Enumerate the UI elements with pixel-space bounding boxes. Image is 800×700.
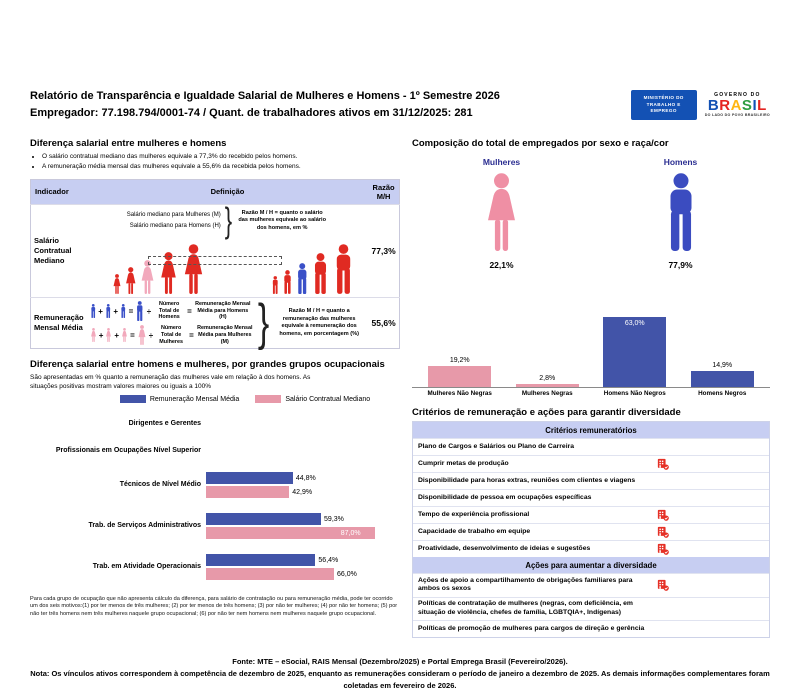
men-divisor-label: Número Total de Homens (158, 300, 180, 321)
th-indicador: Indicador (31, 179, 87, 204)
criteria-row: Cumprir metas de produção (413, 455, 769, 472)
woman-figure-icon (112, 274, 122, 294)
bullet-mean-pay: • A remuneração média mensal das mulheres equivale a 55,6% da recebida pelos homens. (42, 162, 400, 172)
bar-remuneracao (206, 472, 293, 484)
fonte-line: Fonte: MTE – eSocial, RAIS Mensal (Dezembro/2025) e Portal Emprega Brasil (Fevereiro/2026). (232, 657, 568, 667)
criteria-row: Tempo de experiência profissional (413, 506, 769, 523)
women-divisor-label: Número Total de Mulheres (159, 325, 183, 345)
men-group-figures (271, 244, 355, 294)
bar-homens-nao-negros (603, 317, 666, 387)
ratio-value: 55,6% (371, 318, 396, 329)
criteria-section (412, 407, 770, 638)
men-summary (591, 157, 770, 270)
category-label: Homens Não Negros (603, 390, 666, 398)
men-percent: 77,9% (668, 260, 693, 271)
category-label: Profissionais em Ocupações Nível Superior (55, 446, 201, 454)
chart-legend (90, 395, 400, 403)
table-row-remuneracao-media (31, 297, 400, 349)
criteria-row: Plano de Cargos e Salários ou Plano de Carreira (413, 438, 769, 455)
bar-value-label: 42,9% (292, 488, 313, 496)
criteria-group1-header: Critérios remuneratórios (413, 422, 769, 438)
women-average-formula: + + = ÷ Número Total de Mulheres = Remuneração Mensal Média para Mulheres (M) (90, 325, 254, 345)
bar-mulheres-negras (516, 384, 579, 387)
ratio-value: 77,3% (371, 245, 396, 256)
composition-category-labels (412, 390, 770, 397)
bar-value-label: 59,3% (324, 515, 344, 523)
brace: } (257, 293, 270, 351)
man-figure-icon (311, 253, 330, 294)
criteria-row: Disponibilidade de pessoa em ocupações específicas (413, 489, 769, 506)
men-average-formula: + + = ÷ Número Total de Homens = Remuneração Mensal Média para Homens (H) (90, 301, 254, 321)
man-figure-icon (271, 276, 280, 294)
report-footer (30, 656, 770, 691)
criteria-row: Políticas de contratação de mulheres (negras, com deficiência, em situação de violência, chefes de família, LGBTQIA+, Indígenas) (413, 597, 769, 621)
criteria-group2-header: Ações para aumentar a diversidade (413, 557, 769, 573)
category-label: Mulheres Não Negras (427, 390, 492, 398)
median-dashed-connector (148, 256, 282, 265)
criteria-row: Proatividade, desenvolvimento de ideias e sugestões (413, 540, 769, 557)
man-figure-icon (90, 304, 97, 318)
category-label: Trab. em Atividade Operacionais (92, 562, 201, 570)
chart-column (679, 276, 767, 387)
big-man-figure-icon (135, 301, 145, 321)
company-marker-icon (657, 509, 669, 521)
governo-brasil-logo (705, 93, 770, 118)
indicator-label: Remuneração Mensal Média (34, 313, 84, 333)
bar-value-label: 56,4% (318, 556, 339, 564)
legend-swatch-pink (255, 395, 281, 403)
occupations-subtitle: São apresentadas em % quanto a remuneração das mulheres vale em relação à dos homens. As situações positivas mostram valores maiores ou iguais a 100% (30, 374, 311, 391)
man-figure-icon (282, 270, 293, 294)
man-figure-icon (105, 304, 112, 318)
occ-row-dirigentes (30, 411, 400, 438)
nota-line: Nota: Os vínculos ativos correspondem à competência de dezembro de 2025, enquanto as remunerações consideram o período de janeiro a dezembro de 2025. As demais informações complementares foram coletadas em fevereiro de 2026. (30, 669, 770, 690)
razao-note: Razão M / H = quanto o salário das mulheres equivale ao salário dos homens, em % (238, 209, 326, 231)
occ-row-atividade-operacionais (30, 547, 400, 588)
composition-bar-chart (412, 276, 770, 388)
bar-remuneracao (206, 513, 321, 525)
occupations-footnote: Para cada grupo de ocupação que não apresenta cálculo da diferença, para salário de contratação ou para remuneração média, pode ter ocorrido um dos seis motivos:(1) por ter menos de três mulheres; (2) por ter menos de três homens; (3) por não ter mulheres; (4) por não ter homens; (5) por não ter três homens nem três mulheres naquele grupo ocupacional; (6) por não ter nem homens nem mulheres naquele grupo ocupacional. (30, 595, 398, 618)
bar-value-label: 14,9% (712, 361, 733, 369)
company-marker-icon (657, 526, 669, 538)
category-label: Trab. de Serviços Administrativos (88, 521, 201, 529)
women-result-label: Remuneração Mensal Média para Mulheres (M) (197, 325, 253, 345)
occ-row-tecnicos (30, 465, 400, 506)
chart-column (416, 276, 504, 387)
criteria-row: Disponibilidade para horas extras, reuniões com clientes e viagens (413, 472, 769, 489)
women-percent: 22,1% (489, 260, 514, 271)
label-salario-homens: Salário mediano para Homens (H) (129, 223, 221, 230)
women-summary (412, 157, 591, 270)
occ-row-servicos-administrativos (30, 506, 400, 547)
logos (631, 90, 770, 120)
composition-people (412, 157, 770, 270)
big-woman-figure-icon (137, 325, 147, 345)
occ-row-profissionais (30, 438, 400, 465)
median-comparison-figure (90, 240, 365, 294)
man-figure-icon (120, 304, 127, 318)
bar-value-label: 19,2% (449, 356, 470, 364)
woman-icon (482, 173, 521, 251)
th-definicao: Definição (87, 179, 368, 204)
company-marker-icon (657, 543, 669, 555)
bar-salario (206, 568, 334, 580)
median-woman-figure-icon (139, 260, 156, 294)
th-razao: Razão M/H (368, 179, 399, 204)
bar-remuneracao (206, 554, 315, 566)
company-marker-icon (657, 458, 669, 470)
brasil-tagline: DO LADO DO POVO BRASILEIRO (704, 112, 770, 117)
category-label: Dirigentes e Gerentes (128, 419, 201, 427)
woman-figure-icon (105, 328, 112, 342)
indicator-label: Salário Contratual Mediano (34, 236, 72, 265)
legend-label-remuneracao: Remuneração Mensal Média (149, 395, 240, 403)
company-marker-icon (657, 579, 669, 591)
report-header (30, 88, 770, 122)
mte-logo: MINISTÉRIO DO TRABALHO E EMPREGO (631, 90, 697, 120)
pay-gap-bullets (42, 152, 400, 173)
bar-value-label: 2,8% (539, 375, 556, 382)
bar-value-label: 63,0% (624, 320, 645, 328)
governo-do-label: GOVERNO DO (714, 91, 761, 98)
man-figure-icon (332, 244, 355, 294)
bar-value-label: 44,8% (295, 474, 316, 482)
indicator-table (30, 179, 400, 350)
criteria-table (412, 421, 770, 638)
bar-salario (206, 486, 289, 498)
brasil-wordmark: BRASIL (707, 96, 767, 114)
label-salario-mulheres: Salário mediano para Mulheres (M) (126, 212, 221, 219)
report-titles (30, 88, 500, 122)
chart-column (591, 276, 679, 387)
criteria-row: Capacidade de trabalho em equipe (413, 523, 769, 540)
occupations-section-title: Diferença salarial entre homens e mulheres, por grandes grupos ocupacionais (30, 359, 385, 371)
occupations-section (30, 359, 400, 619)
category-label: Mulheres Negras (521, 390, 573, 398)
composition-section-title: Composição do total de empregados por sexo e raça/cor (412, 138, 669, 150)
page-title: Relatório de Transparência e Igualdade Salarial de Mulheres e Homens - 1º Semestre 2026 (30, 90, 500, 102)
chart-column (504, 276, 592, 387)
woman-figure-icon (124, 267, 138, 294)
women-label: Mulheres (482, 157, 521, 168)
men-result-label: Remuneração Mensal Média para Homens (H) (195, 300, 251, 321)
category-label: Homens Negros (698, 390, 747, 398)
left-column (30, 138, 400, 638)
bar-mulheres-nao-negras (428, 366, 491, 387)
criteria-row: Ações de apoio a compartilhamento de obrigações familiares para ambos os sexos (413, 573, 769, 597)
woman-figure-icon (90, 328, 97, 342)
man-icon (663, 173, 699, 251)
razao-note: Razão M / H = quanto a remuneração das mulheres equivale à remuneração dos homens, em porcentagem (%) (279, 308, 359, 337)
median-man-figure-icon (295, 263, 310, 294)
category-label: Técnicos de Nível Médio (119, 480, 201, 488)
criteria-row: Políticas de promoção de mulheres para cargos de direção e gerência (413, 620, 769, 637)
bar-value-label: 87,0% (340, 529, 361, 537)
brace: } (224, 200, 233, 241)
legend-swatch-blue (120, 395, 146, 403)
bullet-median-salary: • O salário contratual mediano das mulheres equivale a 77,3% do recebido pelos homens. (42, 152, 400, 162)
legend-label-salario: Salário Contratual Mediano (285, 395, 371, 403)
criteria-section-title: Critérios de remuneração e ações para garantir diversidade (412, 407, 681, 419)
employer-line: Empregador: 77.198.794/0001-74 / Quant. de trabalhadores ativos em 31/12/2025: 281 (30, 107, 473, 120)
women-group-figures (112, 244, 207, 294)
woman-figure-icon (121, 328, 128, 342)
right-column (412, 138, 770, 638)
men-label: Homens (663, 157, 698, 168)
pay-gap-section-title: Diferença salarial entre mulheres e homens (30, 138, 227, 150)
bar-homens-negros (691, 371, 754, 388)
bar-value-label: 66,0% (337, 570, 357, 578)
table-row-salario-mediano (31, 204, 400, 297)
woman-figure-icon (181, 244, 206, 294)
